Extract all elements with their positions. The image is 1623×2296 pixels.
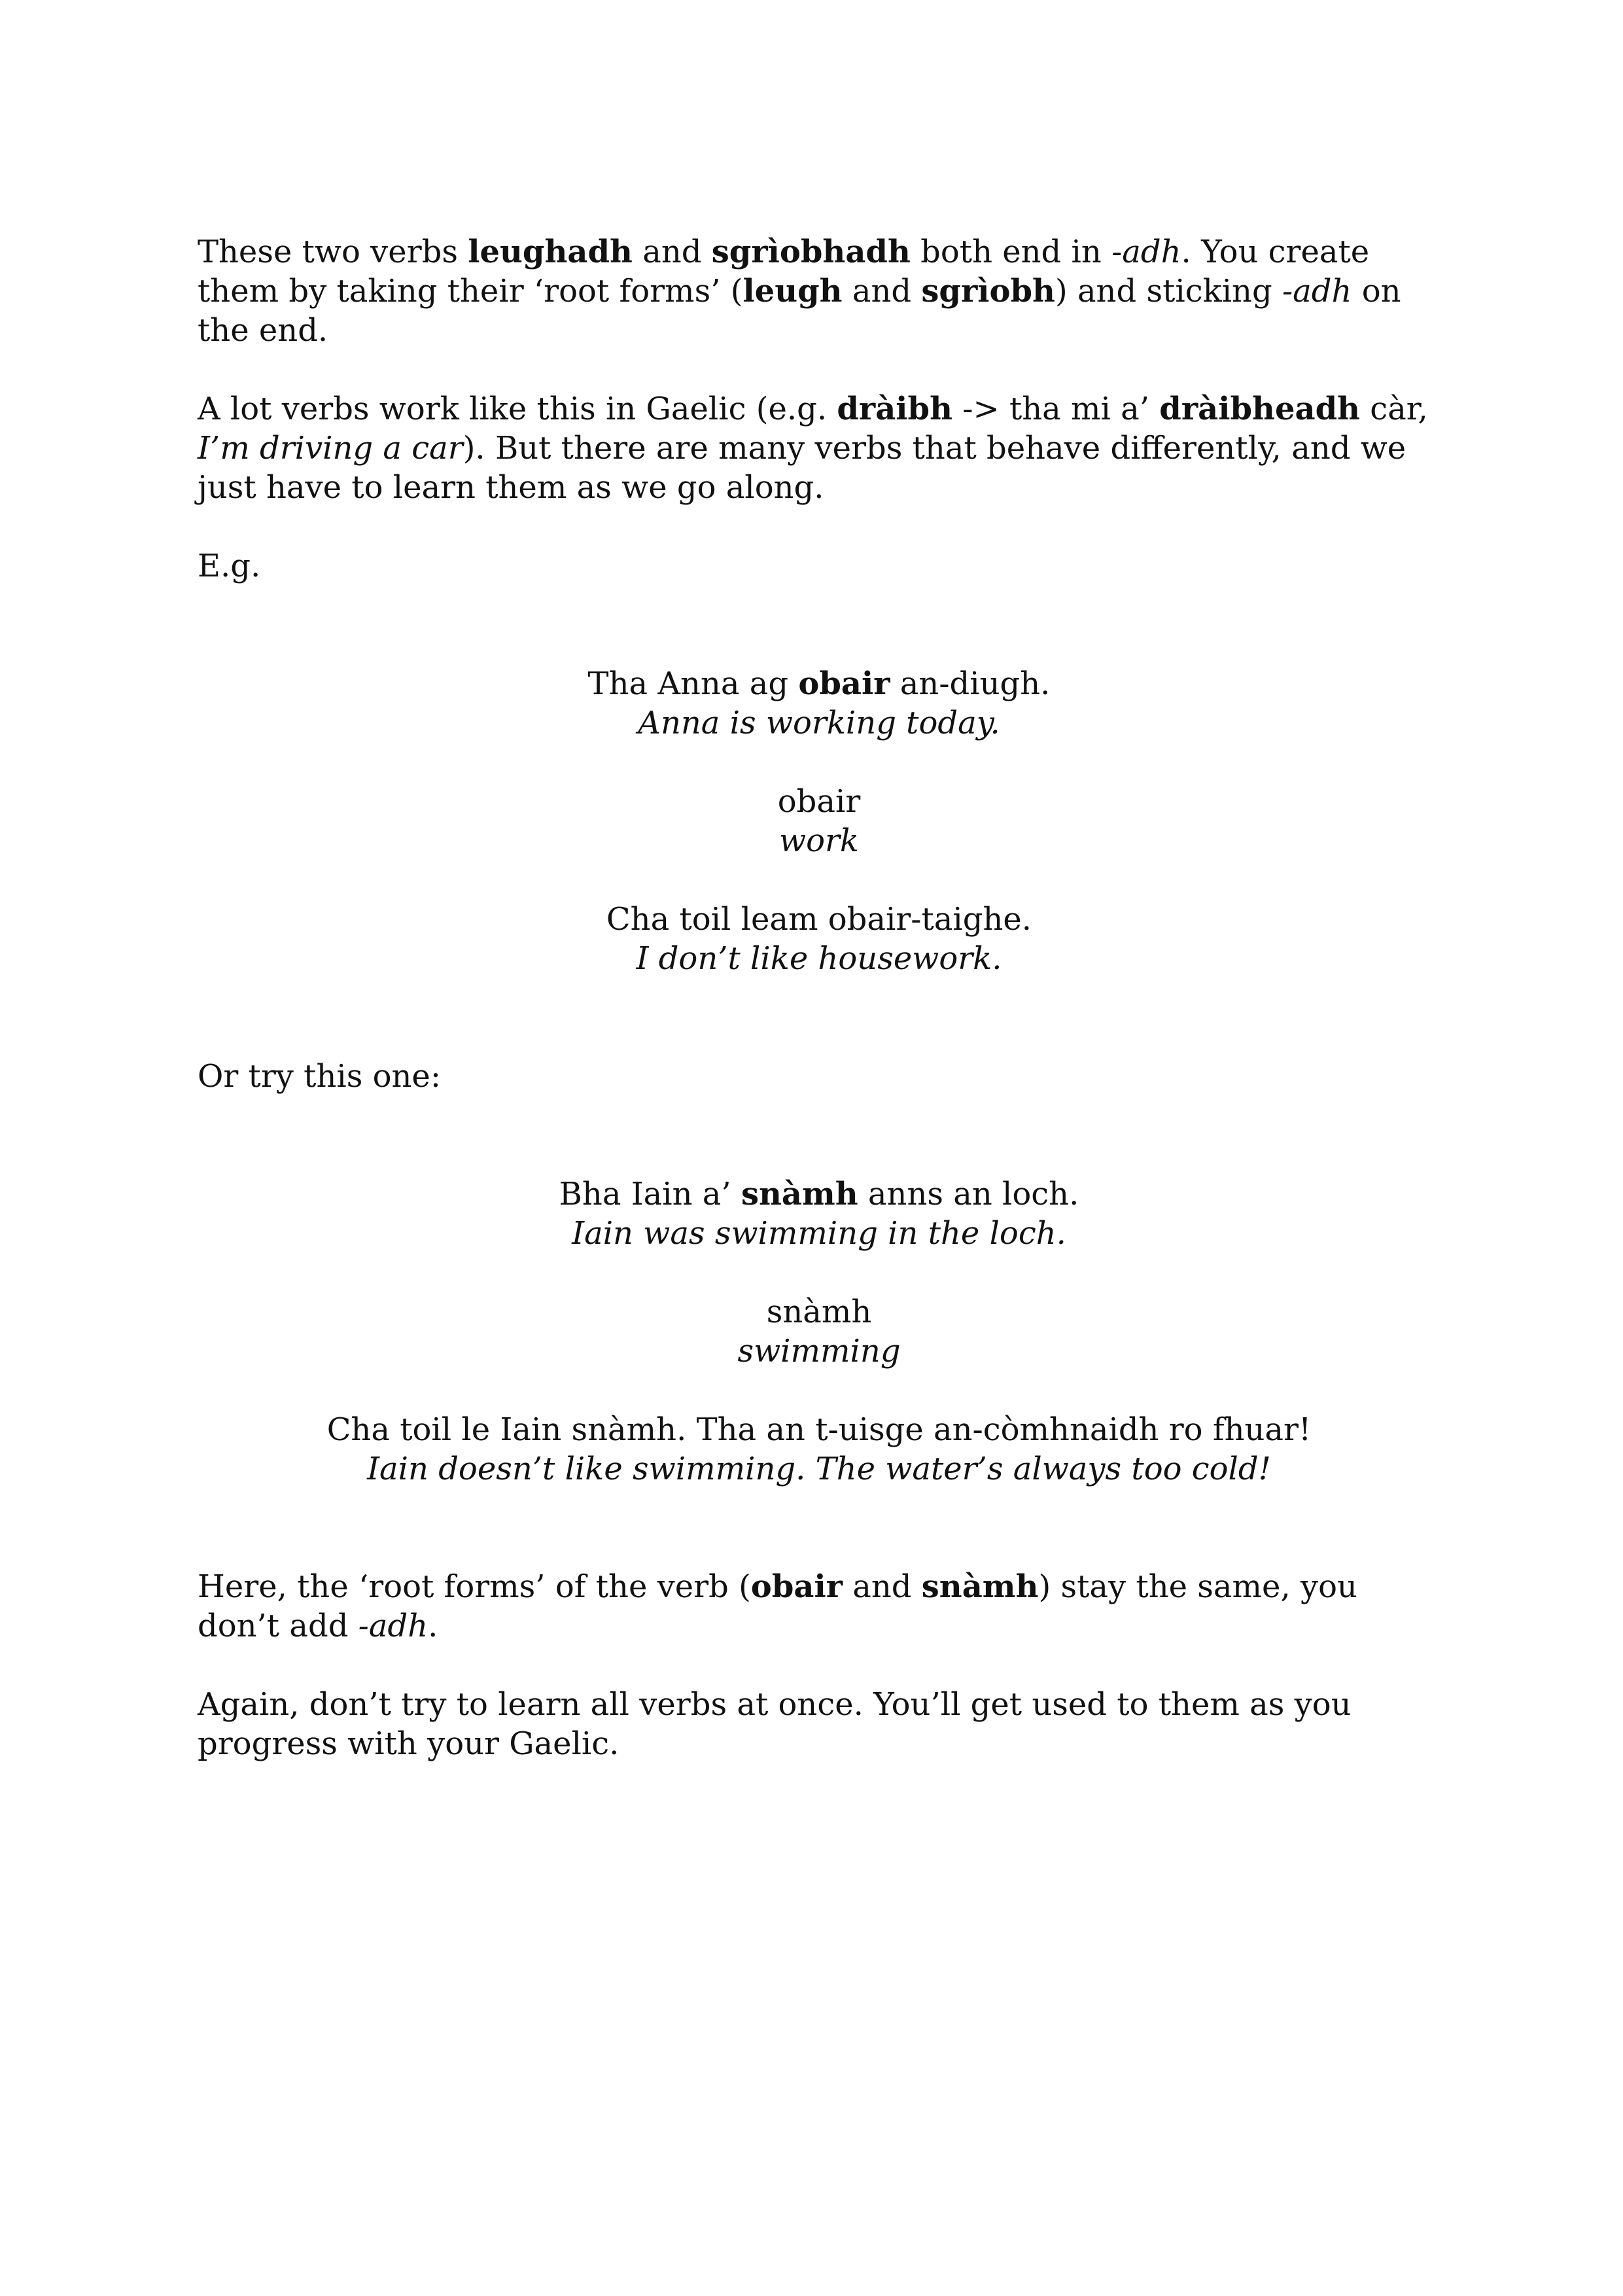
verb-snamh: snàmh <box>741 1176 858 1212</box>
suffix-adh: -adh <box>1282 273 1352 309</box>
paragraph-root-forms <box>198 232 1440 350</box>
text: on the end. <box>198 273 1401 349</box>
root-leugh: leugh <box>742 273 843 309</box>
verb-leughadh: leughadh <box>468 234 633 270</box>
or-try-label: Or try this one: <box>198 1058 441 1095</box>
verb-draibh: dràibh <box>837 391 952 427</box>
example-translation-2 <box>198 1449 1440 1489</box>
text: Here, the ‘root forms’ of the verb ( <box>198 1568 751 1605</box>
text: ). But there are many verbs that behave differently, and we just have to learn them as we go along. <box>198 430 1406 506</box>
text: These two verbs <box>198 234 468 270</box>
example-sentence-2: Cha toil leam obair-taighe. <box>606 901 1032 938</box>
suffix-adh: -adh <box>1111 234 1181 270</box>
text: an-diugh. <box>890 665 1051 702</box>
suffix-adh: -adh <box>358 1608 428 1644</box>
text: both end in <box>910 234 1112 270</box>
verb-sgriobhadh: sgrìobhadh <box>711 234 911 270</box>
text: and <box>842 273 922 309</box>
text: Anna is working today. <box>638 705 1000 741</box>
example-sentence-2: Cha toil le Iain snàmh. Tha an t-uisge an-còmhnaidh ro fhuar! <box>326 1411 1312 1448</box>
example-translation <box>198 703 1440 743</box>
text: Iain was swimming in the loch. <box>572 1215 1066 1252</box>
root-obair: obair <box>750 1568 843 1605</box>
text: . <box>428 1608 438 1644</box>
text: -> tha mi a’ <box>952 391 1160 427</box>
text: and <box>632 234 712 270</box>
text: swimming <box>737 1333 901 1369</box>
root-sgriobh: sgrìobh <box>921 273 1055 309</box>
text: ) and sticking <box>1055 273 1282 309</box>
text: Tha Anna ag <box>587 665 799 702</box>
root-snamh: snàmh <box>921 1568 1039 1605</box>
document-page <box>198 232 1440 1763</box>
text: . You create them by taking their ‘root forms’ ( <box>198 234 1370 309</box>
text: I don’t like housework. <box>636 940 1002 977</box>
text: càr, <box>1360 391 1428 427</box>
text: work <box>778 822 859 859</box>
text: Bha Iain a’ <box>559 1176 741 1212</box>
example-sentence <box>198 1174 1440 1214</box>
text: A lot verbs work like this in Gaelic (e.g. <box>198 391 837 427</box>
paragraph-gaelic-verbs <box>198 389 1440 507</box>
example-word: snàmh <box>766 1294 872 1330</box>
text: ) stay the same, you don’t add <box>198 1568 1357 1644</box>
example-block-obair <box>198 664 1440 978</box>
example-translation-2 <box>198 939 1440 978</box>
verb-draibheadh: dràibheadh <box>1159 391 1361 427</box>
example-sentence <box>198 664 1440 703</box>
paragraph-advice: Again, don’t try to learn all verbs at once. You’ll get used to them as you progress with your Gaelic. <box>198 1686 1352 1762</box>
example-translation <box>198 1214 1440 1253</box>
eg-label: E.g. <box>198 548 261 584</box>
example-block-snamh <box>198 1174 1440 1489</box>
text: Iain doesn’t like swimming. The water’s always too cold! <box>367 1451 1271 1487</box>
text: anns an loch. <box>858 1176 1079 1212</box>
translation-driving: I’m driving a car <box>198 430 463 467</box>
example-word: obair <box>777 783 861 820</box>
paragraph-root-same <box>198 1567 1440 1646</box>
text: and <box>843 1568 922 1605</box>
verb-obair: obair <box>798 665 890 702</box>
example-word-translation <box>198 821 1440 860</box>
example-word-translation <box>198 1332 1440 1371</box>
